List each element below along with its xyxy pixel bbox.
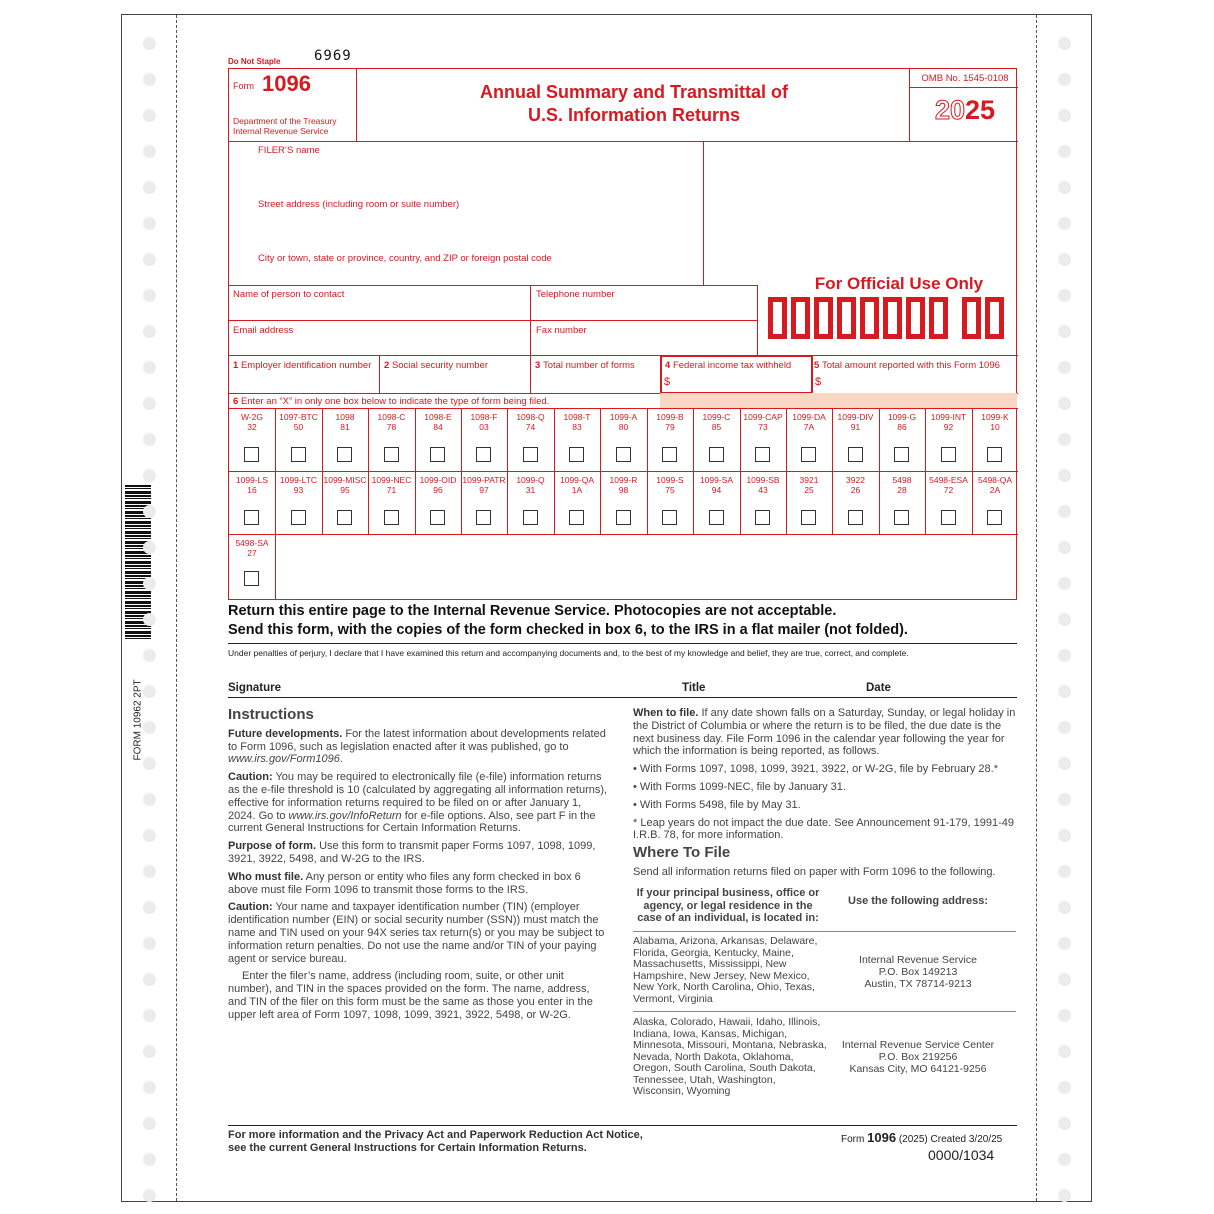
form-type-name: 1098-E	[424, 412, 452, 422]
filer-name-label: FILER’S name	[258, 145, 320, 156]
tractor-hole	[1058, 865, 1071, 878]
checkbox-1098[interactable]	[337, 447, 352, 462]
tractor-hole	[143, 73, 156, 86]
form-type-code: 73	[758, 422, 768, 432]
address-kc-line2: P.O. Box 219256	[878, 1051, 958, 1063]
form-type-1099-sa	[693, 475, 740, 495]
city-label: City or town, state or province, country, and ZIP or foreign postal code	[258, 253, 552, 264]
tractor-hole	[1058, 901, 1071, 914]
official-use-box	[837, 297, 856, 339]
form-type-name: 1099-LTC	[279, 475, 318, 485]
tractor-hole	[1058, 109, 1071, 122]
form-type-code: 27	[247, 548, 257, 558]
form-type-name: 1099-C	[702, 412, 731, 422]
checkbox-1099-a[interactable]	[616, 447, 631, 462]
where-to-file-heading: Where To File	[633, 844, 731, 862]
bullet-feb: • With Forms 1097, 1098, 1099, 3921, 3922, or W-2G, file by February 28.*	[633, 763, 999, 776]
address-kc-line1: Internal Revenue Service Center	[841, 1039, 995, 1051]
where-to-file-text: Send all information returns filed on paper with Form 1096 to the following.	[633, 865, 996, 878]
tractor-hole	[143, 1153, 156, 1166]
tractor-hole	[1058, 541, 1071, 554]
form-type-1099-s	[647, 475, 693, 495]
form-type-code: 31	[525, 485, 536, 495]
footer-line1: For more information and the Privacy Act and Paperwork Reduction Act Notice,	[228, 1129, 643, 1141]
form-type-1098-e	[415, 412, 461, 432]
form-type-1098-t	[554, 412, 600, 432]
form-type-name: 1099-SA	[699, 475, 734, 485]
form-type-name: 1099-CAP	[743, 412, 783, 422]
when-to-file: When to file. If any date shown falls on a Saturday, Sunday, or legal holiday in the District of Columbia or where the return is to be filed, the due date is the next business day. File Form 1096 in the calendar year following the year for which the information is being reported, as follows.	[633, 707, 1016, 758]
form-type-code: 26	[850, 485, 861, 495]
form-type-name: 1098	[335, 412, 355, 422]
form-type-code: 78	[386, 422, 397, 432]
fax-label: Fax number	[536, 325, 587, 336]
form-type-3921	[786, 475, 832, 495]
form-type-code: 86	[897, 422, 907, 432]
form-type-name: 5498-QA	[977, 475, 1013, 485]
form-type-code: 80	[618, 422, 629, 432]
form-type-code: 43	[758, 485, 768, 495]
form-type-1098-c	[368, 412, 415, 432]
tractor-hole	[1058, 181, 1071, 194]
form-type-name: 1099-PATR	[462, 475, 506, 485]
official-use-box	[768, 297, 787, 339]
form-type-1099-b	[647, 412, 693, 432]
form-type-name: 1099-LS	[235, 475, 269, 485]
checkbox-1099-s[interactable]	[662, 510, 677, 525]
form-type-name: 1099-DIV	[837, 412, 874, 422]
tractor-hole	[1058, 793, 1071, 806]
tractor-hole	[143, 433, 156, 446]
tractor-hole	[1058, 505, 1071, 518]
inforeturn-link[interactable]: www.irs.gov/InfoReturn	[288, 809, 402, 822]
checkbox-1099-da[interactable]	[801, 447, 816, 462]
box6-label: 6 Enter an “X” in only one box below to indicate the type of form being filed.	[233, 396, 550, 407]
tractor-hole	[143, 325, 156, 338]
checkbox-1099-k[interactable]	[987, 447, 1002, 462]
do-not-staple-note: Do Not Staple	[228, 57, 281, 66]
right-tractor-strip	[1036, 15, 1091, 1201]
purpose-of-form: Purpose of form. Use this form to transmit paper Forms 1097, 1098, 1099, 3921, 3922, 5498, and W-2G to the IRS.	[228, 840, 596, 865]
form-type-code: 28	[897, 485, 907, 495]
box4-dollar: $	[664, 376, 671, 388]
form-type-1099-sb	[740, 475, 786, 495]
official-use-box	[883, 297, 902, 339]
tractor-hole	[143, 1117, 156, 1130]
tractor-hole	[143, 469, 156, 482]
return-instruction-2: Send this form, with the copies of the form checked in box 6, to the IRS in a flat mailer (not folded).	[228, 622, 908, 638]
form-type-code: 72	[943, 485, 954, 495]
tractor-hole	[143, 109, 156, 122]
form-type-name: 1097-BTC	[279, 412, 318, 422]
form-type-code: 85	[711, 422, 722, 432]
leap-year-note: * Leap years do not impact the due date. See Announcement 91-179, 1991-49 I.R.B. 78, for more information.	[633, 816, 1014, 842]
tractor-hole	[143, 505, 156, 518]
checkbox-1099-cap[interactable]	[755, 447, 770, 462]
checkbox-1099-nec[interactable]	[384, 510, 399, 525]
title-line2: U.S. Information Returns	[527, 105, 740, 125]
table-head-location: If your principal business, office or agency, or legal residence in the case of an individual, is located in:	[636, 887, 820, 924]
checkbox-3922[interactable]	[848, 510, 863, 525]
official-use-box	[985, 297, 1004, 339]
tractor-hole	[1058, 937, 1071, 950]
form-type-1099-a	[600, 412, 647, 432]
bullet-jan: • With Forms 1099-NEC, file by January 31.	[633, 780, 846, 793]
table-head-address: Use the following address:	[848, 895, 988, 907]
tractor-hole	[1058, 253, 1071, 266]
form-type-1097-btc	[275, 412, 322, 432]
tractor-hole	[1058, 613, 1071, 626]
states-group-1: Alabama, Arizona, Arkansas, Delaware, Florida, Georgia, Kentucky, Maine, Massachusetts, Mississippi, New Hampshire, New Jersey, New Mexico, New York, North Carolina, Ohio, Texas, Vermont, Virginia	[633, 935, 818, 1005]
form-type-name: 3921	[799, 475, 819, 485]
checkbox-1099-g[interactable]	[894, 447, 909, 462]
form-type-code: 83	[572, 422, 582, 432]
tractor-hole	[143, 829, 156, 842]
form-code: 6969	[314, 48, 352, 64]
address-kansas-city	[823, 1039, 1013, 1075]
tractor-hole	[1058, 1153, 1071, 1166]
checkbox-1099-sa[interactable]	[709, 510, 724, 525]
address-austin-line2: P.O. Box 149213	[878, 966, 958, 978]
official-use-box	[906, 297, 925, 339]
tractor-hole	[143, 181, 156, 194]
form-type-1098-q	[507, 412, 554, 432]
checkbox-5498-qa[interactable]	[987, 510, 1002, 525]
form-type-code: 79	[665, 422, 675, 432]
checkbox-1098-e[interactable]	[430, 447, 445, 462]
form-type-5498	[879, 475, 925, 495]
form-type-1099-nec	[368, 475, 415, 495]
form-type-name: 1099-INT	[930, 412, 967, 422]
left-tractor-strip	[122, 15, 177, 1201]
tractor-hole	[1058, 757, 1071, 770]
tractor-hole	[143, 649, 156, 662]
dept-line2: Internal Revenue Service	[233, 126, 329, 136]
checkbox-1099-sb[interactable]	[755, 510, 770, 525]
form-type-code: 95	[340, 485, 350, 495]
form-type-name: W-2G	[240, 412, 264, 422]
tractor-hole	[143, 1045, 156, 1058]
date-label: Date	[866, 682, 891, 694]
form-type-name: 1099-A	[609, 412, 638, 422]
tractor-hole	[143, 289, 156, 302]
title-label: Title	[682, 682, 706, 694]
official-use-box	[791, 297, 810, 339]
form-type-code: 7A	[803, 422, 815, 432]
instructions-heading: Instructions	[228, 706, 314, 723]
checkbox-1098-t[interactable]	[569, 447, 584, 462]
form-type-1099-da	[786, 412, 832, 432]
checkbox-1099-int[interactable]	[941, 447, 956, 462]
who-must-file: Who must file. Any person or entity who files any form checked in box 6 above must file Form 1096 to transmit those forms to the IRS.	[228, 870, 581, 896]
tractor-hole	[1058, 37, 1071, 50]
form-type-name: 5498-ESA	[929, 475, 968, 485]
form-type-name: 1099-SB	[746, 475, 780, 485]
form-type-1099-ltc	[275, 475, 322, 495]
form-type-name: 1098-F	[470, 412, 498, 422]
tractor-hole	[143, 685, 156, 698]
form-type-code: 75	[665, 485, 675, 495]
title-line1: Annual Summary and Transmittal of	[479, 82, 789, 102]
form-type-code: 25	[804, 485, 814, 495]
tax-year	[912, 95, 1018, 126]
form-type-code: 71	[386, 485, 397, 495]
dept-line1: Department of the Treasury	[233, 116, 337, 126]
footer-line2: see the current General Instructions for Certain Information Returns.	[228, 1142, 587, 1154]
address-austin	[823, 954, 1013, 990]
form-type-name: 1099-QA	[559, 475, 595, 485]
checkbox-1099-ls[interactable]	[244, 510, 259, 525]
form-type-1099-r	[600, 475, 647, 495]
footer-code: 0000/1034	[928, 1147, 995, 1163]
tractor-hole	[143, 397, 156, 410]
states-group-2: Alaska, Colorado, Hawaii, Idaho, Illinois, Indiana, Iowa, Kansas, Michigan, Minnesota, Missouri, Montana, Nebraska, Nevada, North Dakota, Oklahoma, Oregon, South Carolina, South Dakota, Tennessee, Utah, Washington, Wisconsin, Wyoming	[633, 1016, 827, 1097]
tractor-hole	[143, 937, 156, 950]
form-1096	[228, 68, 1017, 600]
tractor-hole	[143, 613, 156, 626]
tractor-hole	[143, 217, 156, 230]
caution-tin: Caution: Your name and taxpayer identification number (TIN) (employer identification number (EIN) or social security number (SSN)) must match the name and TIN used on your 94X series tax return(s) or you may be subject to information return penalties. Do not use the name and/or TIN of your paying agent or service bureau.	[228, 901, 605, 965]
form-type-code: 81	[340, 422, 350, 432]
tractor-hole	[143, 145, 156, 158]
telephone-label: Telephone number	[536, 289, 615, 300]
checkbox-w-2g[interactable]	[244, 447, 259, 462]
tractor-hole	[143, 577, 156, 590]
form-type-w-2g	[229, 412, 275, 432]
form-type-1099-k	[972, 412, 1018, 432]
form-type-5498-qa	[972, 475, 1018, 495]
address-austin-line3: Austin, TX 78714-9213	[864, 978, 972, 990]
street-label: Street address (including room or suite number)	[258, 199, 460, 210]
official-use-box	[962, 297, 981, 339]
address-kc-line3: Kansas City, MO 64121-9256	[849, 1063, 987, 1075]
checkbox-5498-sa[interactable]	[244, 571, 259, 586]
form-type-name: 1099-G	[887, 412, 917, 422]
tractor-hole	[1058, 649, 1071, 662]
checkbox-1099-ltc[interactable]	[291, 510, 306, 525]
form-number: 1096	[262, 71, 311, 96]
form-type-code: 92	[943, 422, 954, 432]
form-type-code: 91	[850, 422, 861, 432]
tractor-hole	[1058, 829, 1071, 842]
tractor-hole	[143, 361, 156, 374]
tractor-hole	[143, 865, 156, 878]
tractor-hole	[1058, 973, 1071, 986]
year-suffix: 25	[965, 95, 996, 125]
tractor-hole	[1058, 397, 1071, 410]
box3-label: 3 Total number of forms	[535, 360, 635, 371]
footer-form-id: Form 1096 (2025) Created 3/20/25	[841, 1130, 1003, 1145]
form-type-code: 93	[293, 485, 304, 495]
form-type-1099-patr	[461, 475, 507, 495]
checkbox-1097-btc[interactable]	[291, 447, 306, 462]
tractor-hole	[143, 541, 156, 554]
box4-label: 4 Federal income tax withheld	[665, 360, 792, 371]
form-type-name: 1099-R	[609, 475, 638, 485]
form-type-5498-esa	[925, 475, 972, 495]
tractor-hole	[1058, 325, 1071, 338]
form-type-code: 1A	[571, 485, 583, 495]
form-type-1099-div	[832, 412, 879, 432]
tractor-hole	[143, 253, 156, 266]
form-type-1098	[322, 412, 368, 432]
footer-privacy-notice	[228, 1129, 643, 1155]
form-type-name: 1099-NEC	[371, 475, 412, 485]
tractor-hole	[143, 1009, 156, 1022]
future-developments: Future developments. For the latest information about developments related to Form 1096, such as legislation enacted after it was published, go to www.irs.gov/Form1096.	[228, 727, 606, 766]
side-form-label: FORM 10962 2PT	[132, 679, 144, 761]
tractor-hole	[143, 1081, 156, 1094]
form-type-name: 1099-Q	[516, 475, 545, 485]
official-use-label: For Official Use Only	[814, 274, 984, 293]
bullet-may: • With Forms 5498, file by May 31.	[633, 798, 801, 811]
form-type-1099-misc	[322, 475, 368, 495]
form-type-name: 1099-MISC	[323, 475, 367, 485]
tractor-hole	[1058, 577, 1071, 590]
tractor-hole	[1058, 1045, 1071, 1058]
form-type-1099-cap	[740, 412, 786, 432]
checkbox-5498-esa[interactable]	[941, 510, 956, 525]
form-type-code: 84	[433, 422, 443, 432]
checkbox-1099-oid[interactable]	[430, 510, 445, 525]
tractor-hole	[1058, 1117, 1071, 1130]
department-label	[233, 116, 336, 136]
tractor-hole	[1058, 1009, 1071, 1022]
form-type-name: 1098-C	[377, 412, 406, 422]
checkbox-1099-div[interactable]	[848, 447, 863, 462]
form-type-1099-g	[879, 412, 925, 432]
form-type-name: 1099-K	[981, 412, 1009, 422]
form-title	[359, 81, 909, 127]
tractor-hole	[1058, 721, 1071, 734]
checkbox-1099-b[interactable]	[662, 447, 677, 462]
form-type-code: 16	[247, 485, 257, 495]
form-type-code: 96	[433, 485, 443, 495]
form-type-name: 1098-Q	[516, 412, 545, 422]
box1-label: 1 Employer identification number	[233, 360, 372, 371]
form-word: Form	[233, 81, 254, 91]
year-prefix: 20	[934, 95, 965, 125]
form-type-name: 1098-T	[563, 412, 591, 422]
checkbox-1099-qa[interactable]	[569, 510, 584, 525]
tractor-hole	[1058, 433, 1071, 446]
signature-label: Signature	[228, 682, 282, 694]
tractor-hole	[1058, 361, 1071, 374]
form-type-1098-f	[461, 412, 507, 432]
box5-dollar: $	[815, 376, 822, 388]
form-type-1099-int	[925, 412, 972, 432]
omb-number: OMB No. 1545-0108	[921, 73, 1009, 84]
tractor-hole	[1058, 145, 1071, 158]
checkbox-1099-patr[interactable]	[476, 510, 491, 525]
tractor-hole	[1058, 469, 1071, 482]
form-type-1099-qa	[554, 475, 600, 495]
when-to-file-column	[633, 707, 1016, 884]
tractor-hole	[143, 37, 156, 50]
checkbox-1098-f[interactable]	[476, 447, 491, 462]
address-austin-line1: Internal Revenue Service	[859, 954, 977, 966]
form-type-code: 50	[293, 422, 304, 432]
form-type-name: 3922	[846, 475, 865, 485]
form-type-1099-c	[693, 412, 740, 432]
checkbox-1099-q[interactable]	[523, 510, 538, 525]
form-type-code: 97	[479, 485, 489, 495]
official-use-box	[814, 297, 833, 339]
form-type-3922	[832, 475, 879, 495]
form-type-code: 10	[990, 422, 1000, 432]
form-type-1099-oid	[415, 475, 461, 495]
official-use-box	[929, 297, 948, 339]
checkbox-1099-misc[interactable]	[337, 510, 352, 525]
form-type-code: 74	[525, 422, 536, 432]
perjury-statement: Under penalties of perjury, I declare that I have examined this return and accompanying documents and, to the best of my knowledge and belief, they are true, correct, and complete.	[228, 648, 909, 658]
form1096-link[interactable]: www.irs.gov/Form1096	[228, 753, 340, 766]
form-type-name: 5498	[892, 475, 912, 485]
tractor-hole	[143, 973, 156, 986]
instructions-column	[228, 707, 608, 1027]
checkbox-1098-c[interactable]	[384, 447, 399, 462]
box6-shaded-area	[660, 393, 1017, 408]
form-type-name: 1099-OID	[419, 475, 457, 485]
checkbox-1099-c[interactable]	[709, 447, 724, 462]
form-type-5498-sa	[229, 538, 275, 558]
contact-name-label: Name of person to contact	[233, 289, 345, 300]
tractor-hole	[143, 1189, 156, 1202]
caution-efile: Caution: You may be required to electronically file (e-file) information returns as the e-file threshold is 10 (calculated by aggregating all information returns), effective for information returns required to be filed on or after January 1, 2024. Go to www.irs.gov/InfoReturn for e-file options. Also, see part F in the current General Instructions for Certain Information Returns.	[228, 771, 608, 835]
form-type-code: 94	[711, 485, 722, 495]
form-type-name: 1099-B	[656, 412, 684, 422]
checkbox-5498[interactable]	[894, 510, 909, 525]
box5-label: 5 Total amount reported with this Form 1096	[814, 360, 1000, 371]
form-type-name: 1099-S	[656, 475, 684, 485]
return-instruction-1: Return this entire page to the Internal Revenue Service. Photocopies are not acceptable.	[228, 603, 837, 619]
form-type-code: 98	[618, 485, 629, 495]
form-type-code: 32	[247, 422, 257, 432]
official-use-box	[860, 297, 879, 339]
tractor-hole	[1058, 73, 1071, 86]
box2-label: 2 Social security number	[384, 360, 489, 371]
form-type-code: 03	[479, 422, 489, 432]
tractor-hole	[1058, 217, 1071, 230]
form-type-1099-ls	[229, 475, 275, 495]
tractor-hole	[1058, 685, 1071, 698]
tractor-hole	[143, 721, 156, 734]
tractor-hole	[1058, 1081, 1071, 1094]
tractor-hole	[143, 793, 156, 806]
tractor-hole	[1058, 1189, 1071, 1202]
form-type-name: 5498-SA	[235, 538, 269, 548]
tractor-hole	[143, 757, 156, 770]
checkbox-3921[interactable]	[801, 510, 816, 525]
enter-filer-info: Enter the filer’s name, address (including room, suite, or other unit number), and TIN in the spaces provided on the form. The name, address, and TIN of the filer on this form must be the same as those you enter in the upper left area of Form 1097, 1098, 1099, 3921, 3922, 5498, or W-2G.	[228, 970, 593, 1021]
form-type-code: 2A	[989, 485, 1001, 495]
form-type-1099-q	[507, 475, 554, 495]
checkbox-1099-r[interactable]	[616, 510, 631, 525]
tractor-hole	[1058, 289, 1071, 302]
tractor-hole	[143, 901, 156, 914]
email-label: Email address	[233, 325, 294, 336]
checkbox-1098-q[interactable]	[523, 447, 538, 462]
form-type-name: 1099-DA	[792, 412, 826, 422]
